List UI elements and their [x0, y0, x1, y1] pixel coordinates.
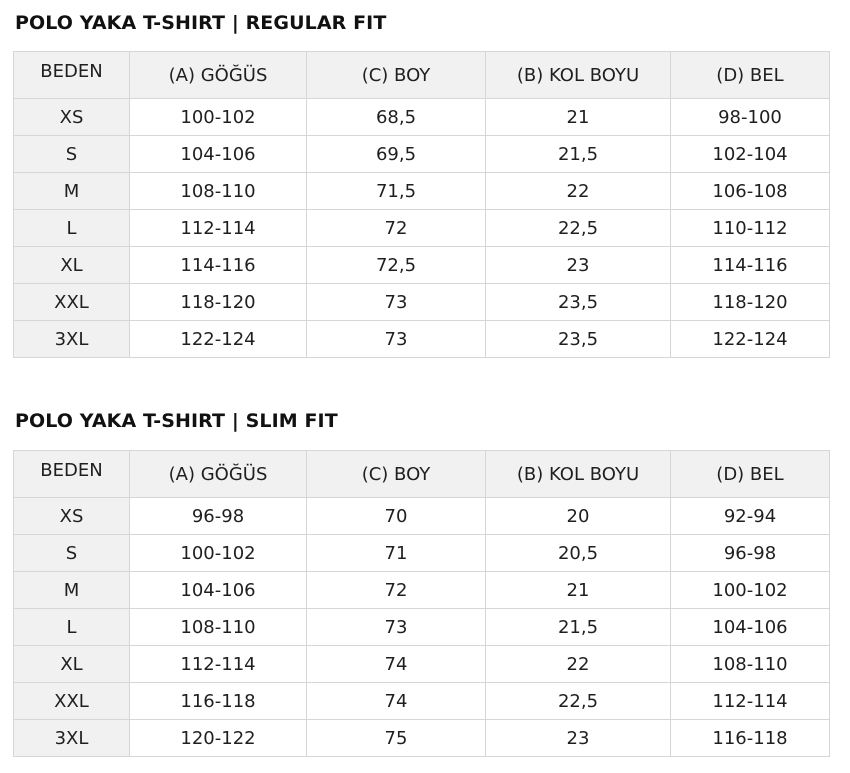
kol-boyu-cell: 21,5 [486, 136, 671, 173]
gogus-cell: 118-120 [130, 284, 307, 321]
kol-boyu-cell: 21,5 [486, 609, 671, 646]
table-row [14, 683, 830, 720]
header-bel: (D) BEL [671, 451, 830, 498]
regular-fit-title: POLO YAKA T-SHIRT | REGULAR FIT [15, 12, 387, 34]
kol-boyu-cell: 22 [486, 173, 671, 210]
boy-cell: 74 [307, 683, 486, 720]
boy-cell: 74 [307, 646, 486, 683]
table-row [14, 321, 830, 358]
size-cell: S [14, 136, 130, 173]
table-row [14, 284, 830, 321]
boy-cell: 72 [307, 210, 486, 247]
kol-boyu-cell: 23,5 [486, 284, 671, 321]
kol-boyu-cell: 21 [486, 572, 671, 609]
boy-cell: 72,5 [307, 247, 486, 284]
size-cell: XL [14, 247, 130, 284]
kol-boyu-cell: 23 [486, 247, 671, 284]
size-cell: M [14, 572, 130, 609]
bel-cell: 116-118 [671, 720, 830, 757]
header-gogus: (A) GÖĞÜS [130, 52, 307, 99]
table-row [14, 720, 830, 757]
size-cell: 3XL [14, 720, 130, 757]
kol-boyu-cell: 23 [486, 720, 671, 757]
gogus-cell: 114-116 [130, 247, 307, 284]
table-row [14, 535, 830, 572]
boy-cell: 75 [307, 720, 486, 757]
table-row [14, 247, 830, 284]
boy-cell: 73 [307, 609, 486, 646]
table-row [14, 646, 830, 683]
header-kol-boyu: (B) KOL BOYU [486, 52, 671, 99]
table-row [14, 498, 830, 535]
bel-cell: 114-116 [671, 247, 830, 284]
bel-cell: 104-106 [671, 609, 830, 646]
bel-cell: 96-98 [671, 535, 830, 572]
gogus-cell: 96-98 [130, 498, 307, 535]
header-bel: (D) BEL [671, 52, 830, 99]
kol-boyu-cell: 22,5 [486, 683, 671, 720]
slim-fit-title: POLO YAKA T-SHIRT | SLIM FIT [15, 410, 338, 432]
size-cell: L [14, 210, 130, 247]
header-boy: (C) BOY [307, 451, 486, 498]
header-beden: BEDEN [14, 451, 130, 498]
size-cell: 3XL [14, 321, 130, 358]
size-cell: XXL [14, 683, 130, 720]
kol-boyu-cell: 21 [486, 99, 671, 136]
gogus-cell: 122-124 [130, 321, 307, 358]
boy-cell: 71,5 [307, 173, 486, 210]
header-gogus: (A) GÖĞÜS [130, 451, 307, 498]
gogus-cell: 112-114 [130, 646, 307, 683]
table-header-row [14, 451, 830, 498]
header-kol-boyu: (B) KOL BOYU [486, 451, 671, 498]
size-cell: XS [14, 99, 130, 136]
table-row [14, 572, 830, 609]
gogus-cell: 104-106 [130, 136, 307, 173]
bel-cell: 102-104 [671, 136, 830, 173]
gogus-cell: 108-110 [130, 173, 307, 210]
table-row [14, 210, 830, 247]
bel-cell: 110-112 [671, 210, 830, 247]
boy-cell: 69,5 [307, 136, 486, 173]
bel-cell: 108-110 [671, 646, 830, 683]
gogus-cell: 104-106 [130, 572, 307, 609]
gogus-cell: 100-102 [130, 99, 307, 136]
table-row [14, 99, 830, 136]
boy-cell: 72 [307, 572, 486, 609]
kol-boyu-cell: 20 [486, 498, 671, 535]
bel-cell: 118-120 [671, 284, 830, 321]
regular-fit-size-table [13, 51, 830, 358]
table-row [14, 609, 830, 646]
gogus-cell: 112-114 [130, 210, 307, 247]
boy-cell: 73 [307, 284, 486, 321]
bel-cell: 122-124 [671, 321, 830, 358]
gogus-cell: 100-102 [130, 535, 307, 572]
bel-cell: 106-108 [671, 173, 830, 210]
boy-cell: 68,5 [307, 99, 486, 136]
table-header-row [14, 52, 830, 99]
size-cell: XXL [14, 284, 130, 321]
header-beden: BEDEN [14, 52, 130, 99]
size-cell: M [14, 173, 130, 210]
kol-boyu-cell: 20,5 [486, 535, 671, 572]
gogus-cell: 120-122 [130, 720, 307, 757]
gogus-cell: 116-118 [130, 683, 307, 720]
gogus-cell: 108-110 [130, 609, 307, 646]
table-row [14, 136, 830, 173]
size-cell: XS [14, 498, 130, 535]
kol-boyu-cell: 22 [486, 646, 671, 683]
kol-boyu-cell: 23,5 [486, 321, 671, 358]
size-cell: S [14, 535, 130, 572]
bel-cell: 92-94 [671, 498, 830, 535]
boy-cell: 73 [307, 321, 486, 358]
boy-cell: 71 [307, 535, 486, 572]
size-cell: L [14, 609, 130, 646]
slim-fit-size-table [13, 450, 830, 757]
size-cell: XL [14, 646, 130, 683]
bel-cell: 98-100 [671, 99, 830, 136]
bel-cell: 100-102 [671, 572, 830, 609]
boy-cell: 70 [307, 498, 486, 535]
table-row [14, 173, 830, 210]
header-boy: (C) BOY [307, 52, 486, 99]
bel-cell: 112-114 [671, 683, 830, 720]
kol-boyu-cell: 22,5 [486, 210, 671, 247]
